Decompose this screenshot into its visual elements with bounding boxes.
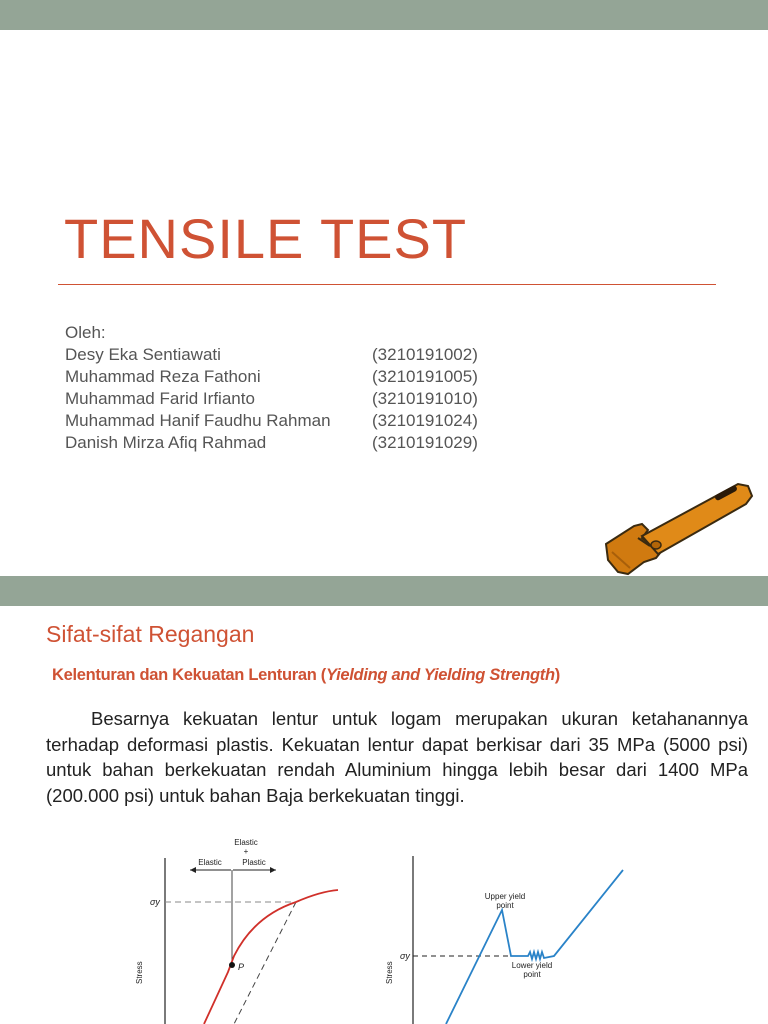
subtitle-prefix: Kelenturan dan Kekuatan Lenturan ( — [52, 666, 327, 684]
section-title: Sifat-sifat Regangan — [46, 621, 255, 647]
elastic-plastic-diagram — [128, 832, 348, 1024]
author-nim: (3210191002) — [372, 345, 478, 364]
by-label: Oleh: — [65, 323, 106, 342]
author-list — [65, 322, 478, 454]
section-subtitle — [52, 666, 560, 685]
label-lower-yield-2: point — [523, 970, 541, 979]
body-paragraph: Besarnya kekuatan lentur untuk logam merupakan ukuran ketahanannya terhadap deformasi plastis. Kekuatan lentur dapat berkisar dari 35 MPa (5000 psi) untuk bahan berkekuatan rendah Aluminium hingga lebih besar dari 1400 MPa (200.000 psi) untuk bahan Baja berkekuatan tinggi. — [46, 708, 748, 806]
y-axis-label: Stress — [385, 961, 394, 984]
plastic-arrowhead — [270, 867, 276, 873]
author-row — [65, 410, 478, 432]
label-elastic-plastic-2: + — [243, 847, 249, 856]
point-p — [229, 962, 235, 968]
author-name: Muhammad Reza Fathoni — [65, 367, 261, 386]
subtitle-suffix: ) — [554, 666, 560, 684]
stress-strain-curve — [204, 890, 338, 1024]
author-name: Muhammad Hanif Faudhu Rahman — [65, 411, 331, 430]
y-axis-label: Stress — [135, 961, 144, 984]
yield-point-diagram — [378, 832, 638, 1024]
author-nim: (3210191029) — [372, 433, 478, 452]
middle-band — [0, 576, 768, 606]
author-name: Desy Eka Sentiawati — [65, 345, 221, 364]
author-name: Muhammad Farid Irfianto — [65, 389, 255, 408]
label-plastic: Plastic — [242, 858, 266, 867]
slide-title: TENSILE TEST — [64, 207, 468, 270]
wrench-icon — [598, 474, 758, 578]
top-band — [0, 0, 768, 30]
author-row — [65, 366, 478, 388]
label-upper-yield-2: point — [496, 901, 514, 910]
label-lower-yield-1: Lower yield — [511, 961, 553, 970]
author-row — [65, 344, 478, 366]
subtitle-italic: Yielding and Yielding Strength — [326, 666, 555, 684]
author-nim: (3210191005) — [372, 367, 478, 386]
author-nim: (3210191010) — [372, 389, 478, 408]
stress-strain-curve — [446, 870, 623, 1024]
author-nim: (3210191024) — [372, 411, 478, 430]
author-name: Danish Mirza Afiq Rahmad — [65, 433, 267, 452]
author-row — [65, 432, 478, 454]
author-row — [65, 388, 478, 410]
label-upper-yield-1: Upper yield — [484, 892, 526, 901]
label-point-p: P — [238, 962, 245, 972]
elastic-arrowhead — [190, 867, 196, 873]
label-sigma-y: σy — [150, 897, 160, 907]
title-underline — [58, 284, 716, 285]
label-elastic: Elastic — [198, 858, 222, 867]
label-sigma-y: σy — [400, 951, 410, 961]
label-elastic-plastic-1: Elastic — [234, 838, 258, 847]
